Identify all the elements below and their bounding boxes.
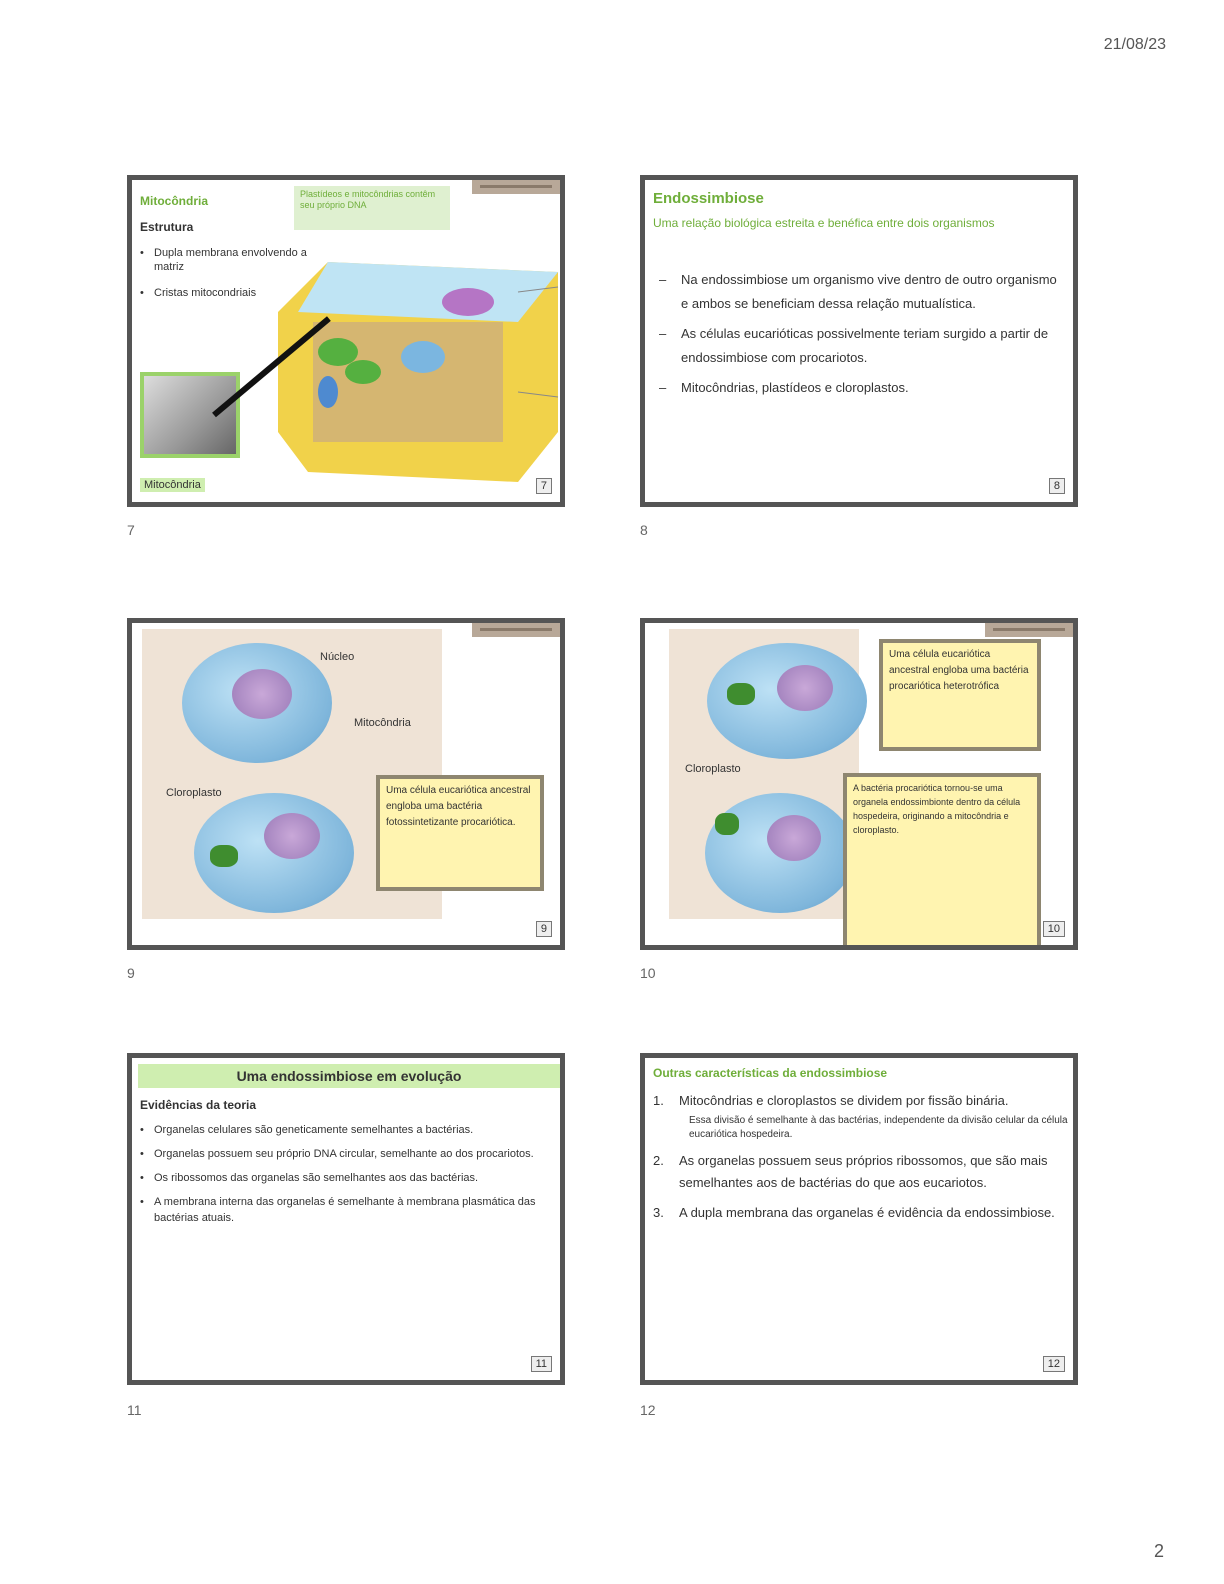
- slide-subtitle: Estrutura: [140, 220, 194, 234]
- bullet-list: [653, 268, 1065, 406]
- list-item: • Cristas mitocondriais: [140, 286, 310, 300]
- slide-title: Mitocôndria: [140, 194, 208, 208]
- list-item: [653, 1150, 1073, 1194]
- eukaryotic-cell-illustration: [194, 793, 354, 913]
- slide-label: 12: [640, 1402, 656, 1418]
- bullet-list: [140, 1122, 554, 1234]
- slide-thumbnail: [640, 1053, 1078, 1385]
- note-box: Uma célula eucariótica ancestral engloba uma bactéria fotossintetizante procariótica.: [376, 775, 544, 891]
- copyright-badge: [472, 180, 560, 194]
- copyright-badge: [472, 623, 560, 637]
- slide-label: 11: [127, 1402, 142, 1418]
- list-item-text: As organelas possuem seus próprios ribossomos, que são mais semelhantes aos de bactérias do que aos eucariotos.: [679, 1153, 1048, 1190]
- plant-cell-illustration: [268, 232, 562, 482]
- list-item-text: A dupla membrana das organelas é evidência da endossimbiose.: [679, 1205, 1055, 1220]
- slide-number: 8: [1049, 478, 1065, 494]
- slide-thumbnail: [127, 175, 565, 507]
- list-item: [653, 1090, 1073, 1142]
- chloroplast-illustration: [210, 845, 238, 867]
- list-item: • Organelas celulares são geneticamente semelhantes a bactérias.: [140, 1122, 554, 1138]
- nucleus-illustration: [264, 813, 320, 859]
- slide-number: 7: [536, 478, 552, 494]
- slide-title: Endossimbiose: [653, 190, 764, 207]
- nucleus-label: Núcleo: [320, 651, 355, 663]
- slide-thumbnail: [127, 618, 565, 950]
- note-box: A bactéria procariótica tornou-se uma organela endossimbionte dentro da célula hospedeira, originando a mitocôndria e cloroplasto.: [843, 773, 1041, 949]
- micrograph-image: [140, 372, 240, 458]
- nucleus-illustration: [232, 669, 292, 719]
- slide-thumbnail: [640, 618, 1078, 950]
- callout-box: Plastídeos e mitocôndrias contêm seu próprio DNA: [294, 186, 450, 230]
- list-item: – Na endossimbiose um organismo vive dentro de outro organismo e ambos se beneficiam dessa relação mutualística.: [653, 268, 1065, 316]
- list-subitem: Essa divisão é semelhante à das bactérias, independente da divisão celular da célula eucariótica hospedeira.: [689, 1115, 1068, 1140]
- chloroplast-illustration: [715, 813, 739, 835]
- chloroplast-label: Cloroplasto: [166, 787, 222, 799]
- chloroplast-label: Cloroplasto: [685, 763, 741, 775]
- list-item: • A membrana interna das organelas é semelhante à membrana plasmática das bactérias atuais.: [140, 1194, 554, 1226]
- slide-title: Uma endossimbiose em evolução: [138, 1064, 560, 1088]
- list-item: – Mitocôndrias, plastídeos e cloroplastos.: [653, 376, 1065, 400]
- list-item: – As células eucarióticas possivelmente teriam surgido a partir de endossimbiose com procariotos.: [653, 322, 1065, 370]
- list-number: 1.: [653, 1093, 664, 1108]
- slide-subtitle: Uma relação biológica estreita e benéfica entre dois organismos: [653, 216, 995, 230]
- slide-number: 11: [531, 1356, 552, 1372]
- page-number: 2: [1153, 1541, 1164, 1561]
- list-number: 3.: [653, 1205, 664, 1220]
- list-item: • Dupla membrana envolvendo a matriz: [140, 246, 310, 274]
- list-item: • Organelas possuem seu próprio DNA circular, semelhante ao dos procariotos.: [140, 1146, 554, 1162]
- slide-label: 10: [640, 965, 656, 981]
- slide-label: 7: [127, 522, 135, 538]
- eukaryotic-cell-illustration: [705, 793, 855, 913]
- slide-thumbnail: [127, 1053, 565, 1385]
- list-item: [653, 1202, 1073, 1224]
- eukaryotic-cell-illustration: [182, 643, 332, 763]
- mitochondria-label: Mitocôndria: [354, 717, 411, 729]
- eukaryotic-cell-illustration: [707, 643, 867, 759]
- slide-number: 10: [1043, 921, 1065, 937]
- chloroplast-illustration: [727, 683, 755, 705]
- note-box: Uma célula eucariótica ancestral engloba uma bactéria procariótica heterotrófica: [879, 639, 1041, 751]
- slide-label: 9: [127, 965, 135, 981]
- header-date: 21/08/23: [1103, 36, 1166, 53]
- slide-label: 8: [640, 522, 648, 538]
- nucleus-illustration: [777, 665, 833, 711]
- numbered-list: [653, 1090, 1073, 1232]
- slide-number: 12: [1043, 1356, 1065, 1372]
- list-number: 2.: [653, 1153, 664, 1168]
- slide-thumbnail: [640, 175, 1078, 507]
- slide-subtitle: Evidências da teoria: [140, 1098, 257, 1112]
- nucleus-illustration: [767, 815, 821, 861]
- slide-title: Outras características da endossimbiose: [653, 1066, 888, 1080]
- copyright-badge: [985, 623, 1073, 637]
- list-item: • Os ribossomos das organelas são semelhantes aos das bactérias.: [140, 1170, 554, 1186]
- image-caption: Mitocôndria: [140, 478, 205, 492]
- slide-number: 9: [536, 921, 552, 937]
- list-item-text: Mitocôndrias e cloroplastos se dividem por fissão binária.: [679, 1093, 1009, 1108]
